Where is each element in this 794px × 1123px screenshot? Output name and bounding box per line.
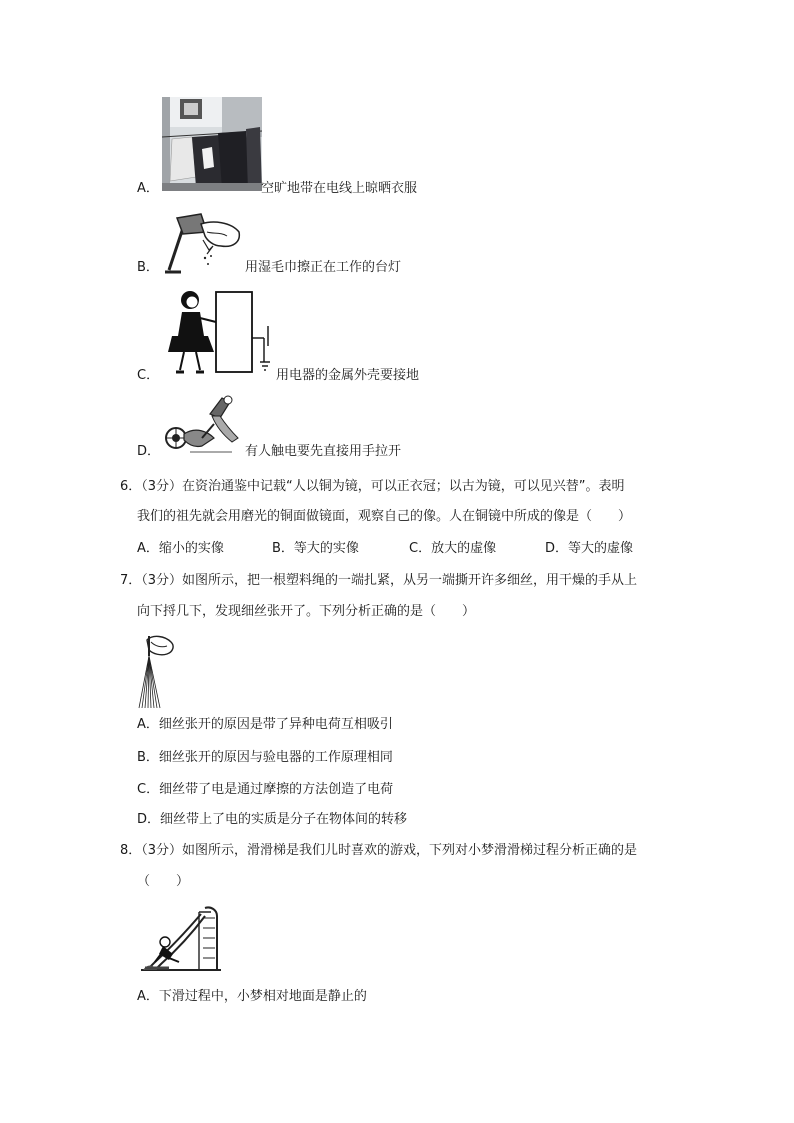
q7-stem-line1: 7．（3分）如图所示，把一根塑料绳的一端扎紧，从另一端撕开许多细丝，用干燥的手从上 bbox=[120, 573, 638, 588]
q6-option-b bbox=[272, 539, 359, 559]
q6-option-c bbox=[409, 539, 496, 559]
option-letter: A． bbox=[137, 181, 159, 196]
q6-stem-line1: 6．（3分）在资治通鉴中记载“人以铜为镜，可以正衣冠；以古为镜，可以见兴替”。表明 bbox=[120, 479, 625, 494]
option-text: 放大的虚像 bbox=[431, 541, 497, 556]
option-letter: C． bbox=[137, 782, 160, 797]
q5-option-c-text: 用电器的金属外壳要接地 bbox=[276, 368, 420, 383]
plastic-string-hand-drawing bbox=[137, 632, 181, 710]
option-text: 细丝带上了电的实质是分子在物体间的转移 bbox=[160, 812, 408, 827]
option-text: 下滑过程中，小梦相对地面是静止的 bbox=[158, 989, 367, 1004]
q8-stem-line1: 8．（3分）如图所示，滑滑梯是我们儿时喜欢的游戏，下列对小梦滑滑梯过程分析正确的是 bbox=[120, 843, 638, 858]
option-text: 缩小的实像 bbox=[158, 541, 224, 556]
option-letter: B． bbox=[272, 541, 294, 556]
q7-option-b bbox=[137, 748, 393, 768]
wet-towel-lamp-drawing bbox=[161, 210, 243, 274]
q8-option-a bbox=[137, 987, 367, 1007]
electric-shock-rescue-drawing bbox=[162, 394, 244, 458]
q7-stem-line2: 向下捋几下，发现细丝张开了。下列分析正确的是（ ） bbox=[137, 604, 476, 619]
option-letter: C． bbox=[409, 541, 432, 556]
clothes-on-wire-photo bbox=[162, 97, 262, 191]
q8-stem-line2: （ ） bbox=[137, 874, 190, 889]
q6-option-a bbox=[137, 539, 224, 559]
option-letter: A． bbox=[137, 717, 159, 732]
q7-option-c bbox=[137, 780, 393, 800]
option-text: 细丝带了电是通过摩擦的方法创造了电荷 bbox=[159, 782, 394, 797]
appliance-grounding-drawing bbox=[164, 288, 276, 378]
option-letter: A． bbox=[137, 989, 159, 1004]
child-on-slide-drawing bbox=[139, 904, 223, 974]
option-letter: B． bbox=[137, 260, 159, 275]
q6-option-d bbox=[545, 539, 633, 559]
option-text: 细丝张开的原因与验电器的工作原理相同 bbox=[158, 750, 393, 765]
option-letter: D． bbox=[137, 812, 161, 827]
option-letter: C． bbox=[137, 368, 160, 383]
option-letter: B． bbox=[137, 750, 159, 765]
q6-stem-line2: 我们的祖先就会用磨光的铜面做镜面，观察自己的像。人在铜镜中所成的像是（ ） bbox=[137, 509, 632, 524]
q5-option-a bbox=[137, 179, 159, 199]
option-letter: A． bbox=[137, 541, 159, 556]
q5-option-b-text: 用湿毛巾擦正在工作的台灯 bbox=[245, 260, 402, 275]
option-text: 细丝张开的原因是带了异种电荷互相吸引 bbox=[158, 717, 393, 732]
q7-option-d bbox=[137, 810, 407, 830]
q5-option-d-text: 有人触电要先直接用手拉开 bbox=[245, 444, 402, 459]
option-letter: D． bbox=[545, 541, 569, 556]
q5-option-a-text: 空旷地带在电线上晾晒衣服 bbox=[261, 181, 418, 196]
option-letter: D． bbox=[137, 444, 161, 459]
q7-option-a bbox=[137, 715, 393, 735]
option-text: 等大的实像 bbox=[293, 541, 359, 556]
option-text: 等大的虚像 bbox=[568, 541, 634, 556]
